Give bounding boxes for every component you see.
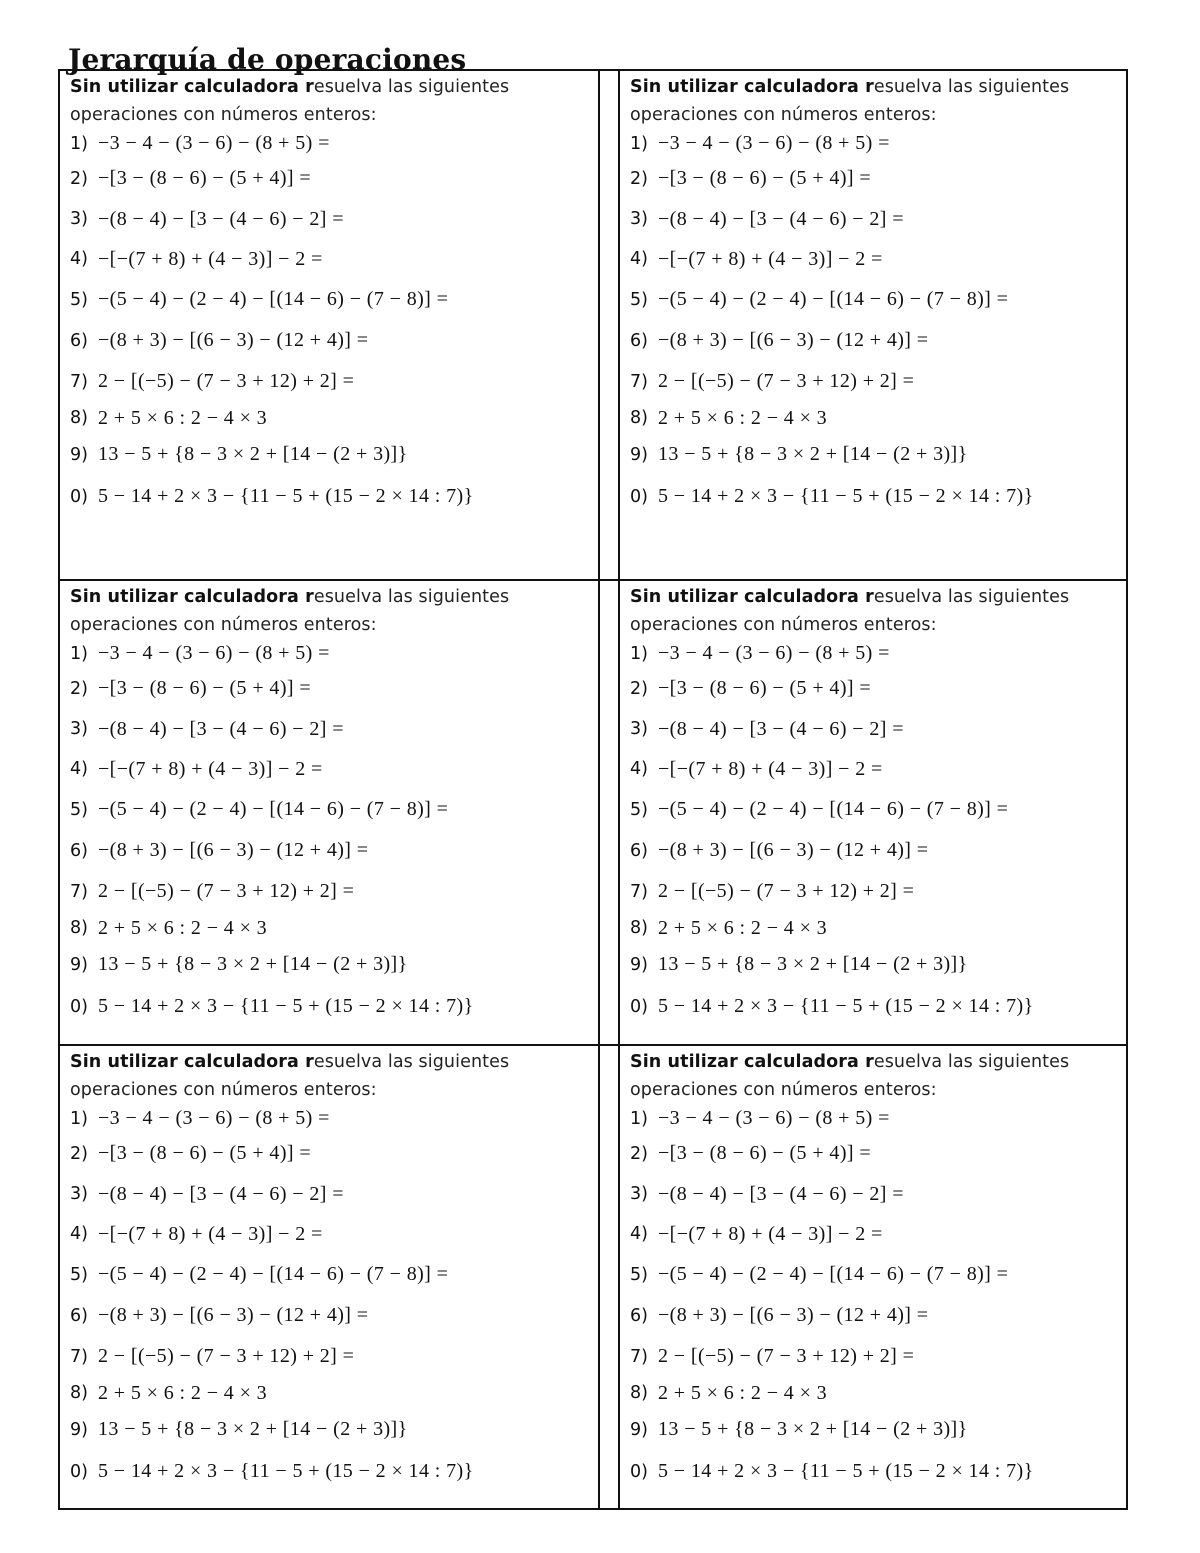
- operation-number: 8): [630, 408, 648, 428]
- instruction-text: esuelva las siguientes: [313, 587, 510, 607]
- operation-expression: 5 − 14 + 2 × 3 − {11 − 5 + (15 − 2 × 14 : 7)}: [658, 1460, 1034, 1482]
- operation-number: 8): [70, 1383, 88, 1403]
- operation-expression: −[3 − (8 − 6) − (5 + 4)] =: [98, 167, 312, 189]
- instruction-bold: Sin utilizar calculadora r: [70, 587, 314, 607]
- instruction-line-2: operaciones con números enteros:: [70, 615, 377, 635]
- operation-expression: −3 − 4 − (3 − 6) − (8 + 5) =: [98, 642, 330, 664]
- operation-expression: −(5 − 4) − (2 − 4) − [(14 − 6) − (7 − 8)] =: [98, 1263, 449, 1285]
- operation-number: 3): [70, 719, 88, 739]
- operation-item: [630, 1133, 1120, 1174]
- instruction-line-2: operaciones con números enteros:: [70, 1080, 377, 1100]
- operation-number: 5): [630, 799, 648, 820]
- operation-item: [630, 158, 1120, 199]
- operation-item: [70, 749, 592, 789]
- operation-expression: 5 − 14 + 2 × 3 − {11 − 5 + (15 − 2 × 14 : 7)}: [98, 1460, 474, 1482]
- operation-item: [630, 985, 1120, 1028]
- exercise-cell-top-right: [620, 71, 1126, 579]
- operation-number: 1): [630, 1108, 648, 1129]
- operation-expression: −3 − 4 − (3 − 6) − (8 + 5) =: [658, 132, 890, 154]
- operation-number: 7): [70, 881, 88, 902]
- operation-item: [70, 361, 592, 402]
- operation-item: [630, 912, 1120, 944]
- instruction-bold: Sin utilizar calculadora r: [630, 1052, 874, 1072]
- operation-expression: −(8 − 4) − [3 − (4 − 6) − 2] =: [98, 207, 344, 230]
- operation-number: 9): [70, 444, 88, 465]
- operation-expression: 13 − 5 + {8 − 3 × 2 + [14 − (2 + 3)]}: [658, 443, 968, 465]
- operation-expression: −[3 − (8 − 6) − (5 + 4)] =: [98, 677, 312, 699]
- instruction-bold: Sin utilizar calculadora r: [70, 1052, 314, 1072]
- operation-number: 1): [630, 643, 648, 664]
- operation-expression: 2 − [(−5) − (7 − 3 + 12) + 2] =: [658, 1345, 915, 1367]
- operation-expression: −(5 − 4) − (2 − 4) − [(14 − 6) − (7 − 8)] =: [98, 798, 449, 820]
- instruction-bold: Sin utilizar calculadora r: [630, 587, 874, 607]
- instruction-text: esuelva las siguientes: [313, 1052, 510, 1072]
- column-divider: [598, 1044, 620, 1508]
- operation-item: [70, 1336, 592, 1377]
- operation-number: 6): [70, 1305, 88, 1326]
- operation-expression: 2 − [(−5) − (7 − 3 + 12) + 2] =: [98, 370, 355, 392]
- exercise-cell-top-left: [60, 71, 598, 579]
- operation-expression: −3 − 4 − (3 − 6) − (8 + 5) =: [98, 1107, 330, 1129]
- operation-item: [630, 1174, 1120, 1214]
- operation-number: 5): [70, 799, 88, 820]
- operation-number: 9): [630, 444, 648, 465]
- operation-number: 2): [70, 1143, 88, 1164]
- operation-expression: 5 − 14 + 2 × 3 − {11 − 5 + (15 − 2 × 14 : 7)}: [658, 995, 1034, 1017]
- operation-item: [70, 1214, 592, 1254]
- operation-number: 4): [630, 249, 648, 269]
- operation-number: 0): [630, 1461, 648, 1482]
- operation-number: 7): [630, 881, 648, 902]
- operation-number: 2): [630, 1143, 648, 1164]
- operation-item: [630, 1295, 1120, 1336]
- instruction-line-1: [630, 583, 1120, 611]
- operation-item: [70, 1450, 592, 1493]
- operation-item: [630, 279, 1120, 320]
- operation-expression: 5 − 14 + 2 × 3 − {11 − 5 + (15 − 2 × 14 : 7)}: [658, 485, 1034, 507]
- operation-expression: −[−(7 + 8) + (4 − 3)] − 2 =: [658, 247, 883, 270]
- operation-number: 4): [70, 1224, 88, 1244]
- operation-number: 2): [70, 168, 88, 189]
- operation-number: 4): [70, 249, 88, 269]
- operation-item: [70, 475, 592, 518]
- instruction-line-1: [70, 73, 592, 101]
- operation-item: [630, 709, 1120, 749]
- operation-expression: −(8 − 4) − [3 − (4 − 6) − 2] =: [98, 1182, 344, 1205]
- operation-expression: −3 − 4 − (3 − 6) − (8 + 5) =: [98, 132, 330, 154]
- operation-expression: −(8 + 3) − [(6 − 3) − (12 + 4)] =: [98, 329, 369, 351]
- operation-expression: 5 − 14 + 2 × 3 − {11 − 5 + (15 − 2 × 14 : 7)}: [98, 485, 474, 507]
- operation-number: 2): [630, 168, 648, 189]
- operation-expression: 13 − 5 + {8 − 3 × 2 + [14 − (2 + 3)]}: [98, 953, 408, 975]
- operation-number: 1): [70, 643, 88, 664]
- operation-item: [630, 944, 1120, 985]
- instruction-text: esuelva las siguientes: [313, 77, 510, 97]
- operation-expression: −[3 − (8 − 6) − (5 + 4)] =: [658, 677, 872, 699]
- operations-list: [70, 1104, 592, 1493]
- operation-item: [70, 668, 592, 709]
- operation-expression: 2 + 5 × 6 : 2 − 4 × 3: [658, 1381, 828, 1404]
- operation-expression: −[3 − (8 − 6) − (5 + 4)] =: [658, 167, 872, 189]
- operation-item: [630, 1214, 1120, 1254]
- operation-number: 5): [70, 289, 88, 310]
- operation-number: 2): [70, 678, 88, 699]
- operation-number: 8): [70, 408, 88, 428]
- instruction-bold: Sin utilizar calculadora r: [70, 77, 314, 97]
- operation-expression: −(8 − 4) − [3 − (4 − 6) − 2] =: [658, 207, 904, 230]
- operation-expression: −3 − 4 − (3 − 6) − (8 + 5) =: [658, 1107, 890, 1129]
- operation-item: [70, 912, 592, 944]
- operation-number: 9): [70, 1419, 88, 1440]
- operation-item: [630, 668, 1120, 709]
- operation-item: [630, 320, 1120, 361]
- operation-item: [70, 1295, 592, 1336]
- instruction-line-2: operaciones con números enteros:: [630, 615, 937, 635]
- operation-expression: 2 − [(−5) − (7 − 3 + 12) + 2] =: [658, 880, 915, 902]
- operation-expression: −(8 + 3) − [(6 − 3) − (12 + 4)] =: [98, 1304, 369, 1326]
- operation-number: 4): [70, 759, 88, 779]
- operation-item: [630, 1377, 1120, 1409]
- operation-expression: −(8 + 3) − [(6 − 3) − (12 + 4)] =: [658, 329, 929, 351]
- operation-expression: −[−(7 + 8) + (4 − 3)] − 2 =: [98, 247, 323, 270]
- operation-item: [70, 1409, 592, 1450]
- operation-number: 7): [630, 371, 648, 392]
- operation-expression: −(5 − 4) − (2 − 4) − [(14 − 6) − (7 − 8)] =: [98, 288, 449, 310]
- operation-expression: −(8 − 4) − [3 − (4 − 6) − 2] =: [658, 717, 904, 740]
- operation-item: [630, 789, 1120, 830]
- operation-number: 0): [70, 486, 88, 507]
- column-divider: [598, 71, 620, 579]
- operation-number: 1): [70, 1108, 88, 1129]
- operation-expression: −[−(7 + 8) + (4 − 3)] − 2 =: [658, 757, 883, 780]
- operation-expression: 2 + 5 × 6 : 2 − 4 × 3: [658, 916, 828, 939]
- operation-expression: 2 + 5 × 6 : 2 − 4 × 3: [98, 406, 268, 429]
- exercise-cell-middle-left: [60, 579, 598, 1044]
- instruction-line-2: operaciones con números enteros:: [630, 105, 937, 125]
- operations-list: [70, 639, 592, 1028]
- instruction-text: esuelva las siguientes: [873, 77, 1070, 97]
- exercise-cell-bottom-left: [60, 1044, 598, 1508]
- operation-expression: −(8 + 3) − [(6 − 3) − (12 + 4)] =: [658, 1304, 929, 1326]
- operations-list: [70, 129, 592, 518]
- operation-number: 0): [630, 486, 648, 507]
- operation-expression: 13 − 5 + {8 − 3 × 2 + [14 − (2 + 3)]}: [98, 1418, 408, 1440]
- operation-expression: 2 + 5 × 6 : 2 − 4 × 3: [98, 916, 268, 939]
- operation-expression: −(5 − 4) − (2 − 4) − [(14 − 6) − (7 − 8)] =: [658, 1263, 1009, 1285]
- instruction-line-1: [70, 1048, 592, 1076]
- instruction-line-1: [630, 73, 1120, 101]
- operation-expression: −[−(7 + 8) + (4 − 3)] − 2 =: [98, 1222, 323, 1245]
- operation-item: [70, 1254, 592, 1295]
- operation-item: [70, 320, 592, 361]
- operations-list: [630, 639, 1120, 1028]
- operation-number: 6): [70, 330, 88, 351]
- operations-list: [630, 129, 1120, 518]
- operation-expression: 5 − 14 + 2 × 3 − {11 − 5 + (15 − 2 × 14 : 7)}: [98, 995, 474, 1017]
- operation-item: [70, 871, 592, 912]
- operation-item: [70, 129, 592, 158]
- operation-expression: −[−(7 + 8) + (4 − 3)] − 2 =: [98, 757, 323, 780]
- operation-item: [70, 402, 592, 434]
- operation-item: [630, 639, 1120, 668]
- operation-number: 6): [630, 1305, 648, 1326]
- operation-number: 4): [630, 759, 648, 779]
- operation-expression: −(8 + 3) − [(6 − 3) − (12 + 4)] =: [98, 839, 369, 861]
- operation-expression: 13 − 5 + {8 − 3 × 2 + [14 − (2 + 3)]}: [98, 443, 408, 465]
- operation-expression: 2 + 5 × 6 : 2 − 4 × 3: [658, 406, 828, 429]
- operation-number: 3): [630, 719, 648, 739]
- operations-list: [630, 1104, 1120, 1493]
- operation-expression: −(8 − 4) − [3 − (4 − 6) − 2] =: [98, 717, 344, 740]
- operation-item: [630, 434, 1120, 475]
- operation-item: [630, 1450, 1120, 1493]
- operation-number: 1): [630, 133, 648, 154]
- operation-number: 8): [630, 1383, 648, 1403]
- operation-number: 8): [630, 918, 648, 938]
- operation-number: 7): [70, 371, 88, 392]
- operation-item: [70, 434, 592, 475]
- instruction-line-2: operaciones con números enteros:: [70, 105, 377, 125]
- operation-expression: −3 − 4 − (3 − 6) − (8 + 5) =: [658, 642, 890, 664]
- operation-item: [630, 361, 1120, 402]
- operation-item: [630, 475, 1120, 518]
- operation-item: [630, 402, 1120, 434]
- operation-item: [630, 1254, 1120, 1295]
- page-title: Jerarquía de operaciones: [68, 42, 467, 76]
- operation-item: [70, 789, 592, 830]
- operation-number: 9): [630, 1419, 648, 1440]
- operation-number: 7): [630, 1346, 648, 1367]
- operation-expression: −[3 − (8 − 6) − (5 + 4)] =: [98, 1142, 312, 1164]
- operation-number: 3): [630, 209, 648, 229]
- operation-item: [630, 239, 1120, 279]
- operation-item: [630, 129, 1120, 158]
- operation-number: 0): [70, 1461, 88, 1482]
- operation-number: 9): [630, 954, 648, 975]
- operation-expression: −(5 − 4) − (2 − 4) − [(14 − 6) − (7 − 8)] =: [658, 798, 1009, 820]
- operation-item: [70, 1377, 592, 1409]
- operation-expression: −[−(7 + 8) + (4 − 3)] − 2 =: [658, 1222, 883, 1245]
- operation-item: [70, 985, 592, 1028]
- operation-item: [630, 830, 1120, 871]
- exercise-cell-bottom-right: [620, 1044, 1126, 1508]
- instruction-line-2: operaciones con números enteros:: [630, 1080, 937, 1100]
- operation-item: [70, 709, 592, 749]
- operation-item: [70, 239, 592, 279]
- worksheet-grid: [58, 69, 1128, 1510]
- operation-number: 7): [70, 1346, 88, 1367]
- operation-number: 6): [630, 840, 648, 861]
- exercise-cell-middle-right: [620, 579, 1126, 1044]
- operation-number: 0): [630, 996, 648, 1017]
- operation-number: 3): [70, 209, 88, 229]
- operation-expression: 13 − 5 + {8 − 3 × 2 + [14 − (2 + 3)]}: [658, 953, 968, 975]
- operation-item: [70, 279, 592, 320]
- operation-number: 2): [630, 678, 648, 699]
- operation-item: [630, 1104, 1120, 1133]
- operation-expression: −[3 − (8 − 6) − (5 + 4)] =: [658, 1142, 872, 1164]
- operation-number: 3): [70, 1184, 88, 1204]
- operation-item: [630, 199, 1120, 239]
- operation-number: 3): [630, 1184, 648, 1204]
- operation-number: 5): [630, 289, 648, 310]
- operation-item: [70, 944, 592, 985]
- operation-expression: 2 − [(−5) − (7 − 3 + 12) + 2] =: [98, 880, 355, 902]
- operation-number: 0): [70, 996, 88, 1017]
- operation-item: [70, 199, 592, 239]
- operation-number: 8): [70, 918, 88, 938]
- operation-expression: 2 − [(−5) − (7 − 3 + 12) + 2] =: [658, 370, 915, 392]
- operation-item: [70, 1174, 592, 1214]
- operation-number: 1): [70, 133, 88, 154]
- column-divider: [598, 579, 620, 1044]
- operation-expression: −(8 − 4) − [3 − (4 − 6) − 2] =: [658, 1182, 904, 1205]
- operation-item: [70, 830, 592, 871]
- operation-item: [630, 749, 1120, 789]
- instruction-line-1: [70, 583, 592, 611]
- instruction-line-1: [630, 1048, 1120, 1076]
- operation-number: 6): [70, 840, 88, 861]
- operation-expression: −(5 − 4) − (2 − 4) − [(14 − 6) − (7 − 8)] =: [658, 288, 1009, 310]
- instruction-bold: Sin utilizar calculadora r: [630, 77, 874, 97]
- instruction-text: esuelva las siguientes: [873, 1052, 1070, 1072]
- operation-item: [70, 158, 592, 199]
- operation-item: [630, 1336, 1120, 1377]
- operation-number: 9): [70, 954, 88, 975]
- operation-number: 5): [630, 1264, 648, 1285]
- operation-item: [630, 871, 1120, 912]
- operation-expression: 2 − [(−5) − (7 − 3 + 12) + 2] =: [98, 1345, 355, 1367]
- operation-number: 4): [630, 1224, 648, 1244]
- operation-expression: −(8 + 3) − [(6 − 3) − (12 + 4)] =: [658, 839, 929, 861]
- operation-expression: 2 + 5 × 6 : 2 − 4 × 3: [98, 1381, 268, 1404]
- operation-number: 6): [630, 330, 648, 351]
- instruction-text: esuelva las siguientes: [873, 587, 1070, 607]
- operation-number: 5): [70, 1264, 88, 1285]
- operation-expression: 13 − 5 + {8 − 3 × 2 + [14 − (2 + 3)]}: [658, 1418, 968, 1440]
- operation-item: [70, 1104, 592, 1133]
- operation-item: [70, 1133, 592, 1174]
- operation-item: [70, 639, 592, 668]
- operation-item: [630, 1409, 1120, 1450]
